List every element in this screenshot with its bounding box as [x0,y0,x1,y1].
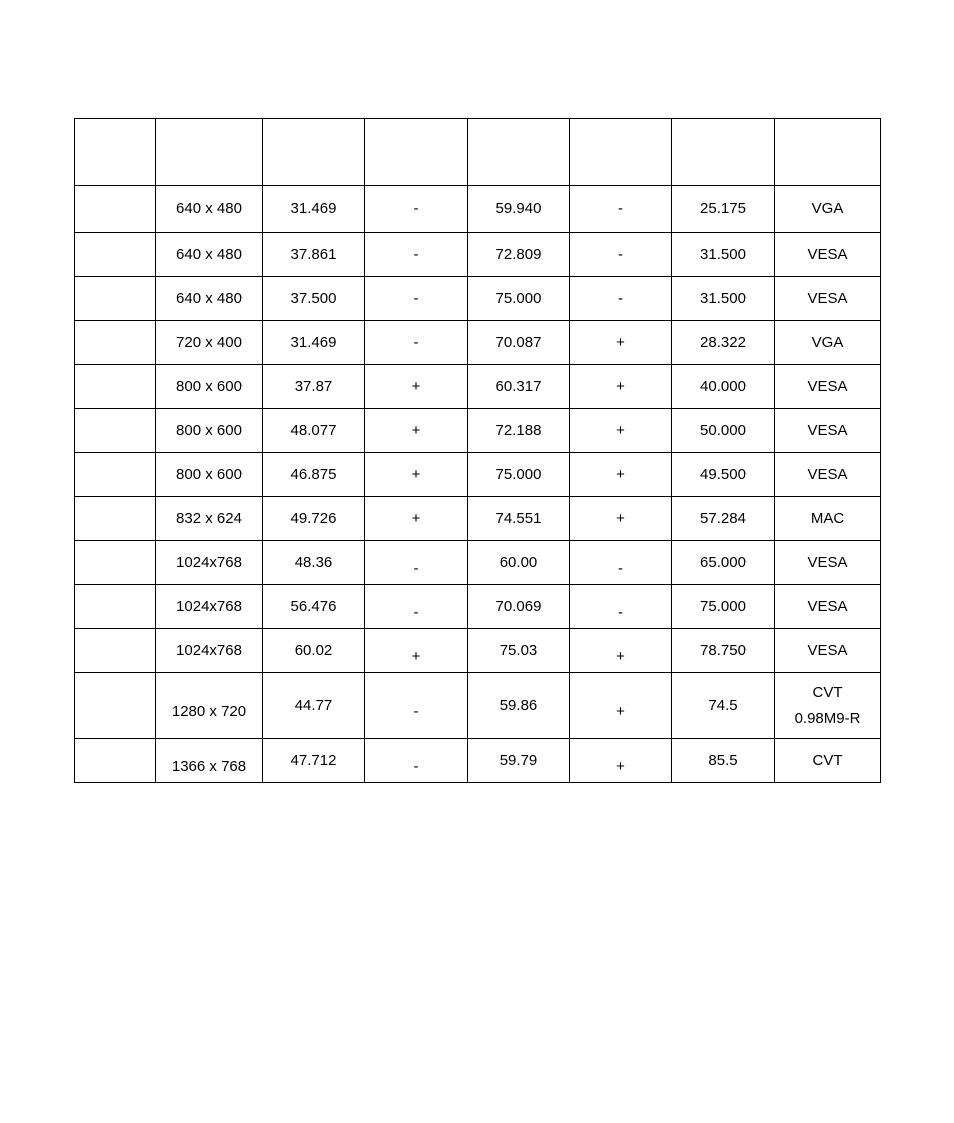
resolution-cell: 720 x 400 [156,321,263,365]
pixel-clock-cell: 75.000 [672,585,775,629]
pixel-clock-cell: 74.5 [672,673,775,739]
v-polarity-cell [570,541,672,585]
v-polarity-value: - [618,603,623,621]
mode-cell [75,629,156,673]
v-freq-cell: 74.551 [468,497,570,541]
standard-cell: VESA [775,365,881,409]
pixel-clock-cell: 65.000 [672,541,775,585]
mode-cell [75,321,156,365]
header-cell [365,119,468,186]
h-freq-cell: 31.469 [263,186,365,233]
h-polarity-value: - [413,603,419,621]
table-row [75,365,881,409]
resolution-cell: 800 x 600 [156,453,263,497]
v-polarity-value: + [616,647,625,665]
v-polarity-cell: - [570,277,672,321]
mode-cell [75,739,156,783]
header-cell [672,119,775,186]
h-polarity-cell [365,585,468,629]
h-polarity-cell: - [365,321,468,365]
standard-cell: VESA [775,277,881,321]
pixel-clock-cell: 31.500 [672,233,775,277]
table-row [75,497,881,541]
resolution-cell: 1024x768 [156,585,263,629]
mode-cell [75,497,156,541]
standard-cell: VESA [775,453,881,497]
standard-cell: VESA [775,541,881,585]
standard-cell: VESA [775,233,881,277]
v-polarity-cell: - [570,233,672,277]
v-freq-cell: 70.087 [468,321,570,365]
timing-table [74,118,881,783]
v-polarity-cell: + [570,321,672,365]
header-cell [156,119,263,186]
mode-cell [75,541,156,585]
h-polarity-cell [365,739,468,783]
v-freq-cell: 59.940 [468,186,570,233]
v-polarity-value: - [618,559,623,577]
h-polarity-cell: - [365,233,468,277]
v-polarity-cell [570,585,672,629]
standard-cell: VGA [775,321,881,365]
pixel-clock-cell: 49.500 [672,453,775,497]
v-freq-cell: 75.03 [468,629,570,673]
header-cell [468,119,570,186]
pixel-clock-cell: 50.000 [672,409,775,453]
pixel-clock-cell: 85.5 [672,739,775,783]
resolution-cell: 640 x 480 [156,233,263,277]
standard-cell: MAC [775,497,881,541]
header-cell [263,119,365,186]
v-freq-cell: 72.188 [468,409,570,453]
mode-cell [75,673,156,739]
mode-cell [75,277,156,321]
h-polarity-value: - [413,559,419,577]
h-polarity-value: + [411,647,421,665]
v-freq-cell: 60.317 [468,365,570,409]
resolution-value: 1366 x 768 [171,757,247,775]
mode-cell [75,233,156,277]
h-freq-cell: 48.077 [263,409,365,453]
resolution-cell: 640 x 480 [156,186,263,233]
h-freq-cell: 56.476 [263,585,365,629]
standard-line-2: 0.98M9-R [794,709,861,727]
standard-cell: VESA [775,585,881,629]
pixel-clock-cell: 25.175 [672,186,775,233]
table-row [75,233,881,277]
v-freq-cell: 70.069 [468,585,570,629]
pixel-clock-cell: 78.750 [672,629,775,673]
v-polarity-cell [570,673,672,739]
standard-cell: CVT [775,739,881,783]
standard-cell: VESA [775,629,881,673]
v-freq-cell: 72.809 [468,233,570,277]
h-polarity-value: - [413,757,419,775]
h-polarity-cell [365,541,468,585]
h-freq-cell: 37.861 [263,233,365,277]
v-polarity-cell [570,739,672,783]
pixel-clock-cell: 31.500 [672,277,775,321]
resolution-cell: 800 x 600 [156,409,263,453]
v-freq-cell: 60.00 [468,541,570,585]
v-freq-cell: 75.000 [468,453,570,497]
v-polarity-value: + [616,757,625,775]
h-freq-cell: 44.77 [263,673,365,739]
standard-cell: VESA [775,409,881,453]
h-freq-cell: 49.726 [263,497,365,541]
header-cell [775,119,881,186]
mode-cell [75,409,156,453]
h-polarity-cell: - [365,186,468,233]
resolution-cell: 640 x 480 [156,277,263,321]
table-row [75,409,881,453]
h-polarity-cell [365,629,468,673]
h-polarity-cell [365,673,468,739]
h-freq-cell: 31.469 [263,321,365,365]
v-freq-cell: 59.79 [468,739,570,783]
h-freq-cell: 46.875 [263,453,365,497]
h-polarity-value: - [413,702,419,720]
h-freq-cell: 37.87 [263,365,365,409]
v-polarity-cell [570,629,672,673]
mode-cell [75,186,156,233]
table-row [75,186,881,233]
h-freq-cell: 37.500 [263,277,365,321]
mode-cell [75,365,156,409]
table-row [75,739,881,783]
table-row [75,585,881,629]
h-freq-cell: 60.02 [263,629,365,673]
h-polarity-cell: + [365,409,468,453]
v-polarity-cell: + [570,409,672,453]
table-row [75,629,881,673]
h-polarity-cell: + [365,453,468,497]
v-polarity-cell: + [570,453,672,497]
table-row [75,541,881,585]
header-cell [75,119,156,186]
resolution-cell: 832 x 624 [156,497,263,541]
pixel-clock-cell: 28.322 [672,321,775,365]
h-freq-cell: 48.36 [263,541,365,585]
header-cell [570,119,672,186]
table-header-row [75,119,881,186]
table-row [75,453,881,497]
resolution-cell: 1024x768 [156,541,263,585]
standard-cell: VGA [775,186,881,233]
pixel-clock-cell: 40.000 [672,365,775,409]
mode-cell [75,585,156,629]
standard-line-1: CVT [812,683,843,701]
v-polarity-cell: + [570,365,672,409]
mode-cell [75,453,156,497]
resolution-cell [156,739,263,783]
resolution-cell: 1024x768 [156,629,263,673]
v-polarity-value: + [616,702,625,720]
v-polarity-cell: + [570,497,672,541]
table-row [75,277,881,321]
v-polarity-cell: - [570,186,672,233]
h-polarity-cell: - [365,277,468,321]
pixel-clock-cell: 57.284 [672,497,775,541]
h-polarity-cell: + [365,497,468,541]
standard-cell [775,673,881,739]
h-polarity-cell: + [365,365,468,409]
table-row [75,673,881,739]
resolution-cell: 800 x 600 [156,365,263,409]
resolution-value: 1280 x 720 [171,702,247,720]
h-freq-cell: 47.712 [263,739,365,783]
v-freq-cell: 75.000 [468,277,570,321]
v-freq-cell: 59.86 [468,673,570,739]
resolution-cell [156,673,263,739]
table-row [75,321,881,365]
